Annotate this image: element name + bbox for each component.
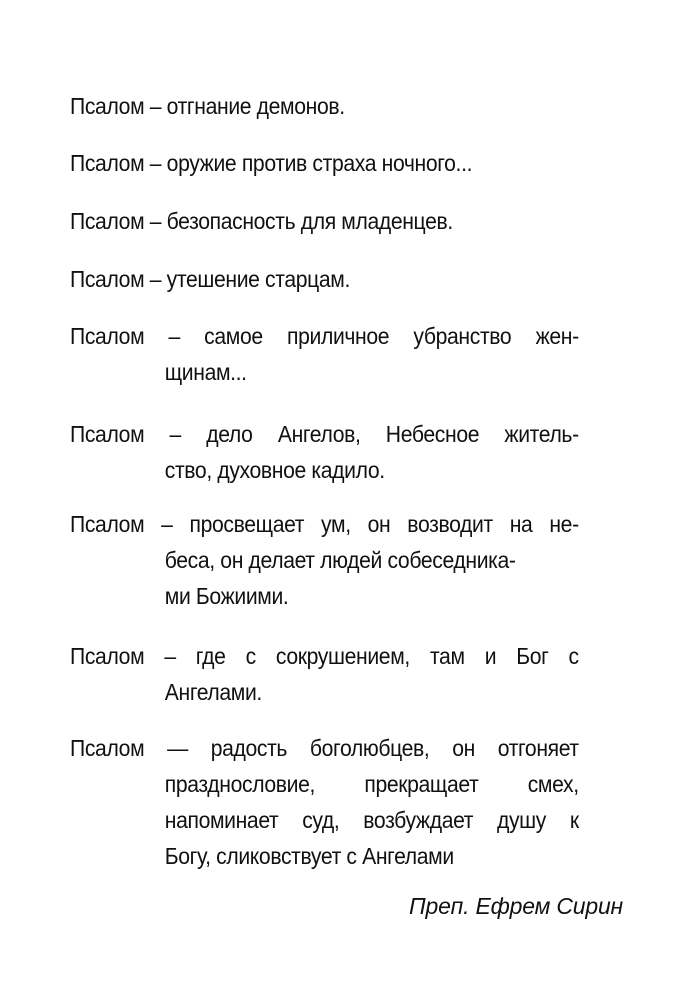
verse-line: Псалом – где с сокрушением, там и Бог с [70,643,579,669]
verse-line: Псалом – самое приличное убранство жен- [70,323,579,349]
verse-line: щинам... [164,359,247,385]
verse-9 [70,730,579,874]
verse-line: Псалом – безопасность для младенцев. [70,208,453,234]
verse-line: празднословие, прекращает смех, [164,771,579,797]
verse-5 [70,318,579,390]
verse-8 [70,638,579,710]
verse-line: Псалом – отгнание демонов. [70,93,345,119]
verse-line: ство, духовное кадило. [164,457,385,483]
verse-line: Псалом – просвещает ум, он возводит на не- [70,511,579,537]
verse-line: ми Божиими. [164,583,289,609]
verse-line: напоминает суд, возбуждает душу к [164,807,579,833]
attribution: Преп. Ефрем Сирин [409,893,623,919]
verse-6 [70,416,579,488]
verse-line: Ангелами. [164,679,262,705]
verse-line: Псалом – дело Ангелов, Небесное житель- [70,421,579,447]
verse-7 [70,506,579,614]
verse-line: Псалом – оружие против страха ночного... [70,150,473,176]
verse-line: Псалом — радость боголюбцев, он отгоняет [70,735,579,761]
verse-line: Богу, сликовствует с Ангелами [164,843,454,869]
verse-4 [70,261,579,297]
verse-1 [70,88,579,124]
verse-3 [70,203,579,239]
verse-2 [70,145,579,181]
verse-line: беса, он делает людей собеседника- [164,547,516,573]
verse-line: Псалом – утешение старцам. [70,266,351,292]
